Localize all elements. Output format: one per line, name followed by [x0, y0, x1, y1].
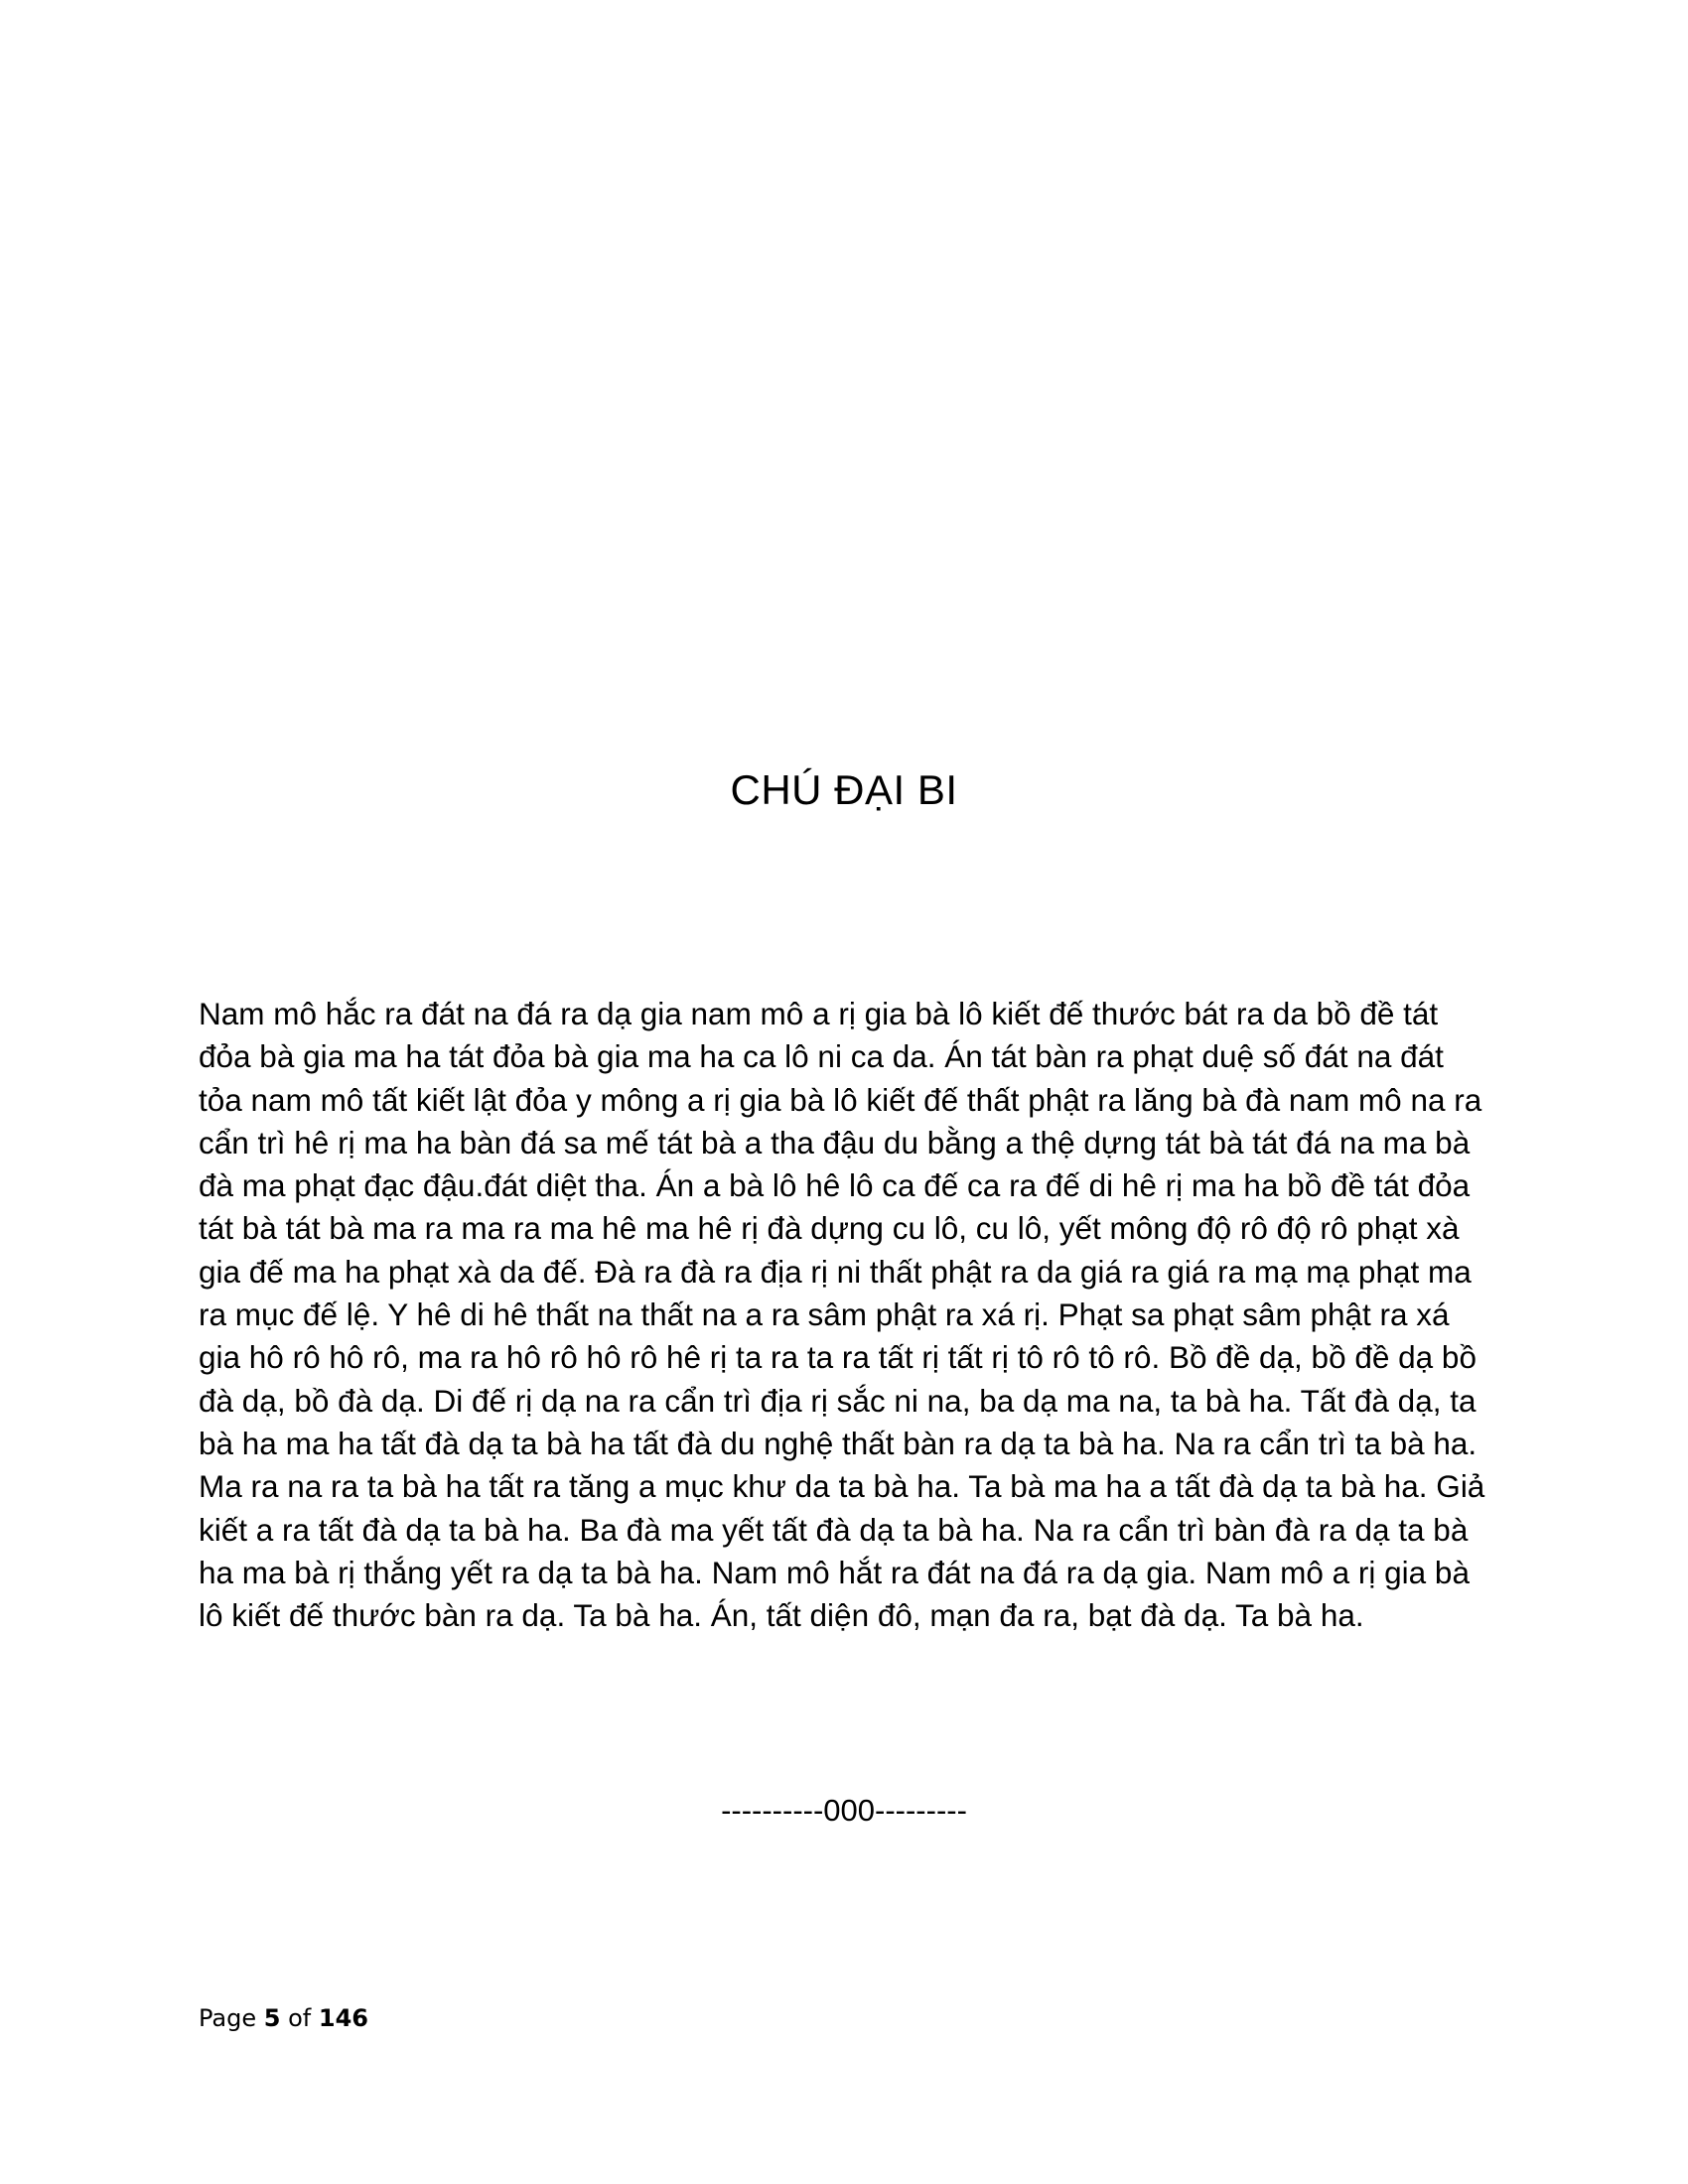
footer-page-of: of [288, 2004, 312, 2032]
footer-page-prefix: Page [199, 2004, 257, 2032]
footer-page-total: 146 [318, 2004, 368, 2032]
section-separator: ----------000--------- [721, 1793, 967, 1828]
footer-page-number: 5 [263, 2004, 281, 2032]
chant-body-text: Nam mô hắc ra đát na đá ra dạ gia nam mô a rị gia bà lô kiết đế thước bát ra da bồ đề tát đỏa bà gia ma ha tát đỏa bà gia ma ha ca lô ni ca da. Án tát bàn ra phạt duệ số đát na đát tỏa nam mô tất kiết lật đỏa y mông a rị gia bà lô kiết đế thất phật ra lăng bà đà nam mô na ra cẩn trì hê rị ma ha bàn đá sa mế tát bà a tha đậu du bằng a thệ dựng tát bà tát đá na ma bà đà ma phạt đạc đậu.đát diệt tha. Án a bà lô hê lô ca đế ca ra đế di hê rị ma ha bồ đề tát đỏa tát bà tát bà ma ra ma ra ma hê ma hê rị đà dựng cu lô, cu lô, yết mông độ rô độ rô phạt xà gia đế ma ha phạt xà da đế. Đà ra đà ra địa rị ni thất phật ra da giá ra giá ra mạ mạ phạt ma ra mục đế lệ. Y hê di hê thất na thất na a ra sâm phật ra xá rị. Phạt sa phạt sâm phật ra xá gia hô rô hô rô, ma ra hô rô hô rô hê rị ta ra ta ra tất rị tất rị tô rô tô rô. Bồ đề dạ, bồ đề dạ bồ đà dạ, bồ đà dạ. Di đế rị dạ na ra cẩn trì địa rị sắc ni na, ba dạ ma na, ta bà ha. Tất đà dạ, ta bà ha ma ha tất đà dạ ta bà ha tất đà du nghệ thất bàn ra dạ ta bà ha. Na ra cẩn trì ta bà ha. Ma ra na ra ta bà ha tất ra tăng a mục khư da ta bà ha. Ta bà ma ha a tất đà dạ ta bà ha. Giả kiết a ra tất đà dạ ta bà ha. Ba đà ma yết tất đà dạ ta bà ha. Na ra cẩn trì bàn đà ra dạ ta bà ha ma bà rị thắng yết ra dạ ta bà ha. Nam mô hắt ra đát na đá ra dạ gia. Nam mô a rị gia bà lô kiết đế thước bàn ra dạ. Ta bà ha. Án, tất diện đô, mạn đa ra, bạt đà dạ. Ta bà ha. [199, 996, 1485, 1634]
page-title: CHÚ ĐẠI BI [730, 766, 958, 813]
page-footer [199, 2002, 368, 2034]
